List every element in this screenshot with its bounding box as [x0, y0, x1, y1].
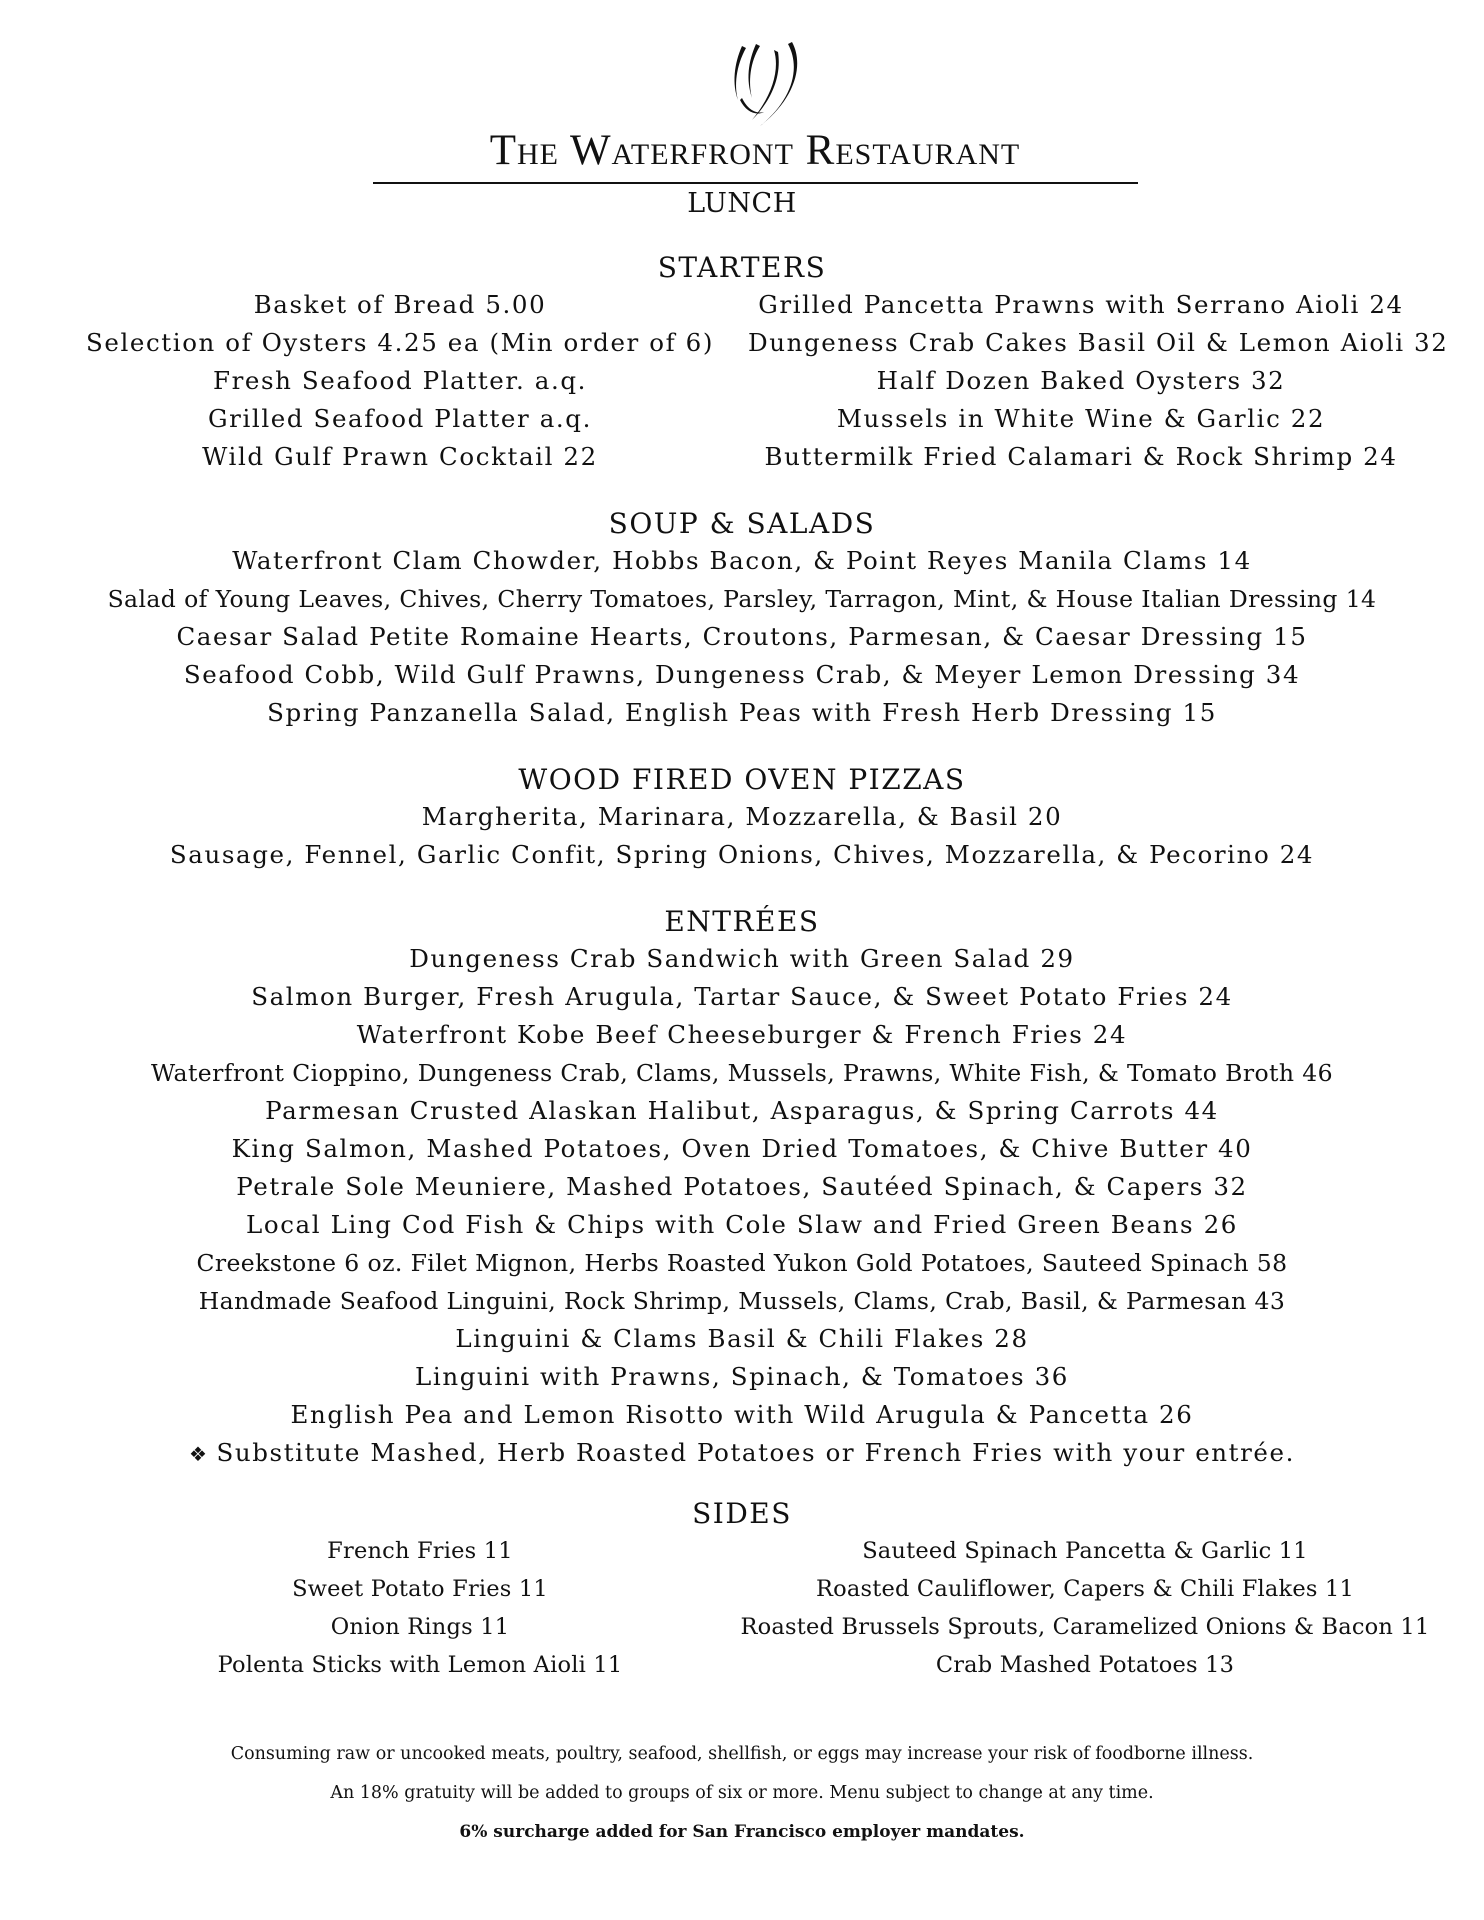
menu-item: Waterfront Kobe Beef Cheeseburger & French Fries 24: [356, 1020, 1128, 1049]
starters-heading: STARTERS: [657, 251, 827, 284]
menu-item: Local Ling Cod Fish & Chips with Cole Slaw and Fried Green Beans 26: [246, 1210, 1238, 1239]
menu-item: Polenta Sticks with Lemon Aioli 11: [217, 1652, 623, 1678]
menu-item: Roasted Cauliflower, Capers & Chili Flakes 11: [815, 1576, 1355, 1602]
note-text: Substitute Mashed, Herb Roasted Potatoes or French Fries with your entrée.: [216, 1438, 1296, 1467]
menu-item: Sauteed Spinach Pancetta & Garlic 11: [862, 1538, 1308, 1564]
menu-item: Linguini & Clams Basil & Chili Flakes 28: [455, 1324, 1029, 1353]
entrees-heading: ENTRÉES: [664, 905, 820, 938]
menu-item: Wild Gulf Prawn Cocktail 22: [202, 442, 598, 471]
meal-label: LUNCH: [687, 188, 797, 219]
entree-substitution-note: [0, 1434, 1484, 1472]
menu-item: Linguini with Prawns, Spinach, & Tomatoes 36: [415, 1362, 1069, 1391]
menu-item: English Pea and Lemon Risotto with Wild Arugula & Pancetta 26: [290, 1400, 1194, 1429]
menu-item: Waterfront Cioppino, Dungeness Crab, Clams, Mussels, Prawns, White Fish, & Tomato Broth 46: [151, 1059, 1333, 1087]
surcharge-notice: 6% surcharge added for San Francisco employer mandates.: [459, 1822, 1025, 1842]
gratuity-notice: An 18% gratuity will be added to groups of six or more. Menu subject to change at any time.: [330, 1783, 1154, 1803]
menu-item: Dungeness Crab Cakes Basil Oil & Lemon Aioli 32: [748, 328, 1449, 357]
menu-item: Basket of Bread 5.00: [253, 290, 547, 319]
soup-salads-heading: SOUP & SALADS: [608, 507, 876, 540]
menu-item: Onion Rings 11: [330, 1614, 510, 1640]
menu-item: Mussels in White Wine & Garlic 22: [836, 404, 1326, 433]
menu-item: Crab Mashed Potatoes 13: [935, 1652, 1235, 1678]
menu-item: Roasted Brussels Sprouts, Caramelized Onions & Bacon 11: [740, 1614, 1430, 1640]
menu-item: Parmesan Crusted Alaskan Halibut, Asparagus, & Spring Carrots 44: [265, 1096, 1219, 1125]
menu-item: Buttermilk Fried Calamari & Rock Shrimp 24: [764, 442, 1398, 471]
restaurant-title: The Waterfront Restaurant: [489, 127, 1021, 174]
pizzas-heading: WOOD FIRED OVEN PIZZAS: [518, 763, 966, 796]
menu-item: Caesar Salad Petite Romaine Hearts, Croutons, Parmesan, & Caesar Dressing 15: [176, 622, 1308, 651]
menu-item: French Fries 11: [327, 1538, 513, 1564]
entrees-list: [0, 940, 1484, 1472]
menu-item: Salad of Young Leaves, Chives, Cherry Tomatoes, Parsley, Tarragon, Mint, & House Italian Dressing 14: [107, 585, 1377, 613]
starters-right-list: [748, 286, 1449, 476]
menu-item: Fresh Seafood Platter. a.q.: [212, 366, 588, 395]
menu-item: King Salmon, Mashed Potatoes, Oven Dried Tomatoes, & Chive Butter 40: [231, 1134, 1253, 1163]
sides-left-list: [120, 1532, 720, 1684]
menu-item: Half Dozen Baked Oysters 32: [876, 366, 1286, 395]
menu-item: Sweet Potato Fries 11: [292, 1576, 548, 1602]
diamond-bullet-icon: ❖: [188, 1442, 209, 1466]
menu-item: Creekstone 6 oz. Filet Mignon, Herbs Roasted Yukon Gold Potatoes, Sauteed Spinach 58: [196, 1249, 1288, 1277]
menu-item: Margherita, Marinara, Mozzarella, & Basil 20: [421, 802, 1063, 831]
menu-item: Selection of Oysters 4.25 ea (Min order of 6): [85, 328, 715, 357]
menu-item: Sausage, Fennel, Garlic Confit, Spring Onions, Chives, Mozzarella, & Pecorino 24: [169, 840, 1315, 869]
menu-item: Waterfront Clam Chowder, Hobbs Bacon, & Point Reyes Manila Clams 14: [232, 546, 1252, 575]
starters-left-list: [70, 286, 730, 476]
menu-item: Seafood Cobb, Wild Gulf Prawns, Dungeness Crab, & Meyer Lemon Dressing 34: [183, 660, 1301, 689]
menu-item: Dungeness Crab Sandwich with Green Salad 29: [409, 944, 1075, 973]
menu-item: Grilled Seafood Platter a.q.: [208, 404, 592, 433]
soup-salads-list: [0, 542, 1484, 732]
wave-brush-logo-icon: [712, 40, 808, 128]
sides-heading: SIDES: [692, 1497, 792, 1530]
title-underline: [373, 182, 1138, 184]
health-advisory: Consuming raw or uncooked meats, poultry, seafood, shellfish, or eggs may increase your risk of foodborne illness.: [230, 1744, 1254, 1764]
menu-item: Spring Panzanella Salad, English Peas with Fresh Herb Dressing 15: [267, 698, 1217, 727]
menu-item: Petrale Sole Meuniere, Mashed Potatoes, Sautéed Spinach, & Capers 32: [236, 1172, 1248, 1201]
sides-right-list: [740, 1532, 1430, 1684]
pizzas-list: [0, 798, 1484, 874]
menu-item: Grilled Pancetta Prawns with Serrano Aioli 24: [758, 290, 1404, 319]
menu-item: Salmon Burger, Fresh Arugula, Tartar Sauce, & Sweet Potato Fries 24: [251, 982, 1233, 1011]
menu-item: Handmade Seafood Linguini, Rock Shrimp, Mussels, Clams, Crab, Basil, & Parmesan 43: [198, 1287, 1286, 1315]
